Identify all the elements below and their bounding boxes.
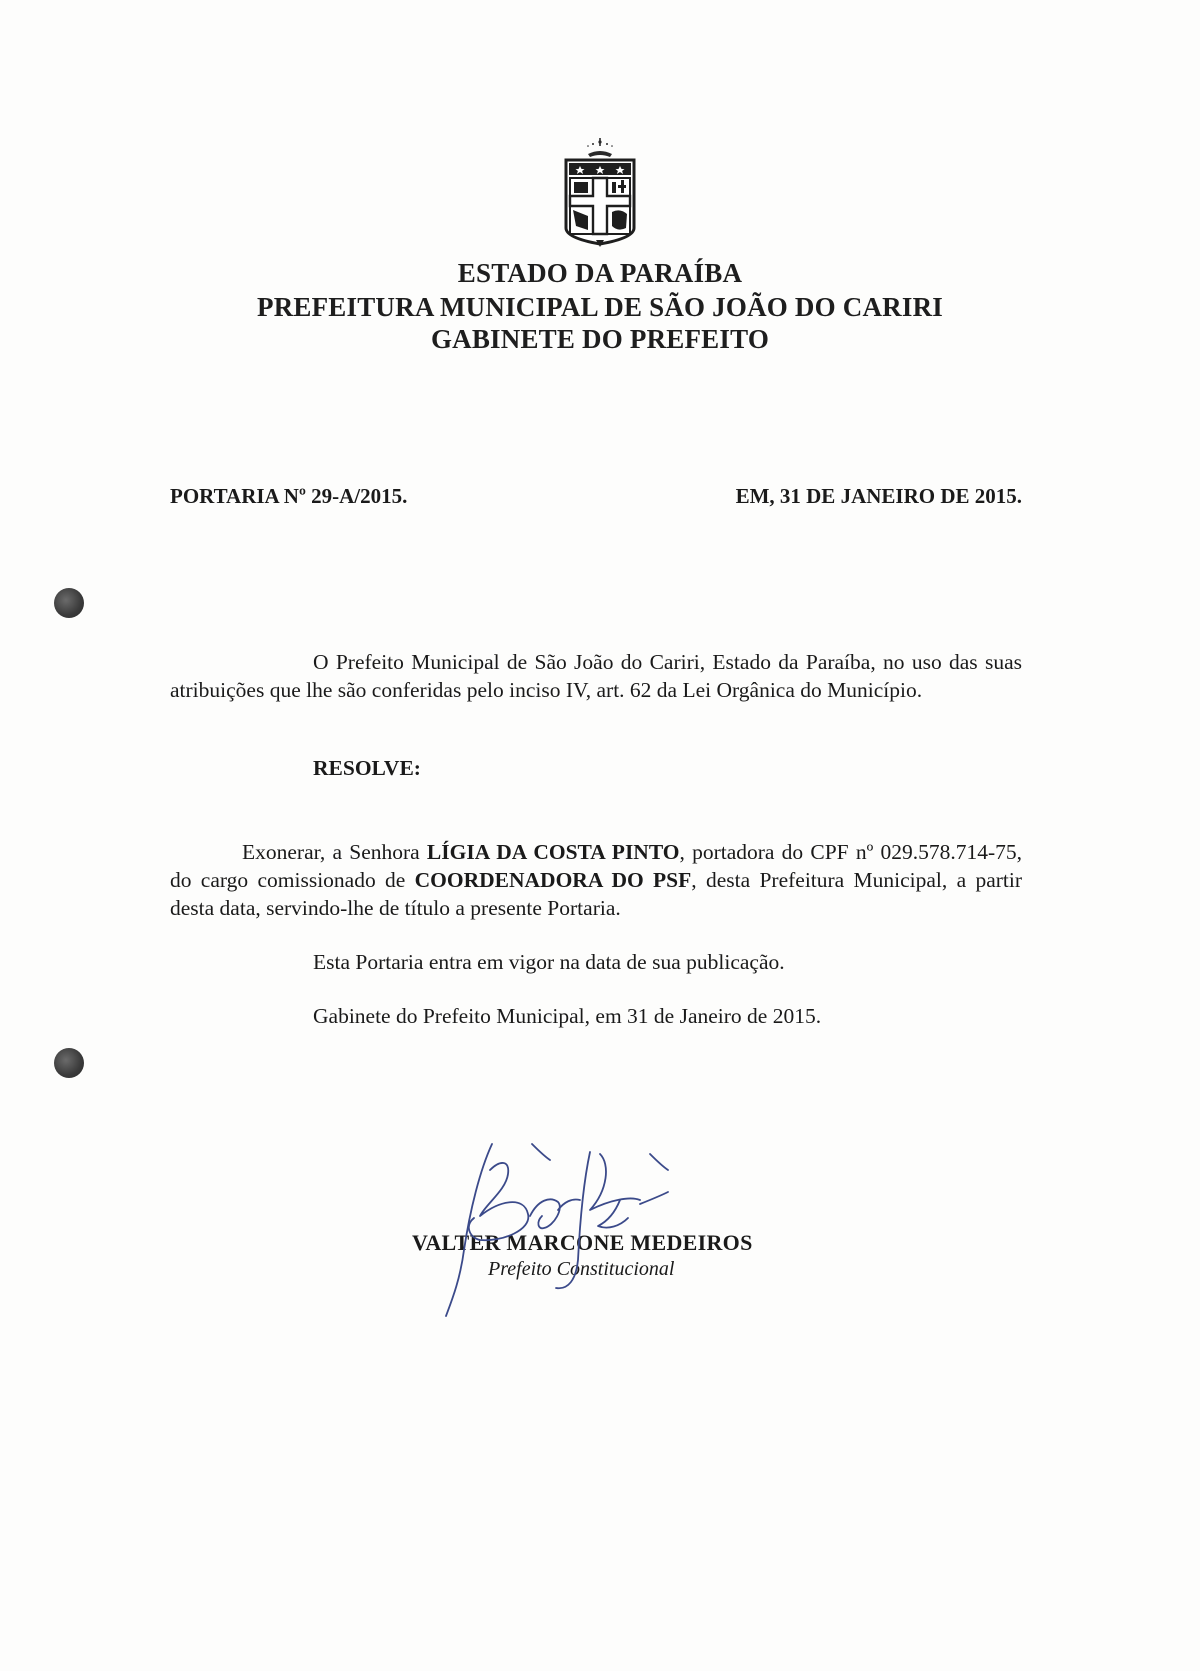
decision-paragraph <box>170 838 1022 922</box>
signer-title: Prefeito Constitucional <box>488 1258 675 1280</box>
handwritten-signature <box>440 1130 720 1320</box>
portaria-date: EM, 31 DE JANEIRO DE 2015. <box>735 484 1022 508</box>
header-state: ESTADO DA PARAÍBA <box>457 258 743 288</box>
preamble-paragraph <box>170 648 1022 704</box>
vigor-sentence: Esta Portaria entra em vigor na data de sua publicação. <box>313 950 785 974</box>
portaria-number: PORTARIA Nº 29-A/2015. <box>170 484 408 508</box>
decision-text-3: , desta Prefeitura Municipal, a partir desta data, servindo-lhe de título a presente Portaria. <box>170 868 1022 920</box>
decision-text-1: Exonerar, a Senhora <box>242 840 427 864</box>
preamble-text: O Prefeito Municipal de São João do Cariri, Estado da Paraíba, no uso das suas atribuições que lhe são conferidas pelo inciso IV, art. 62 da Lei Orgânica do Município. <box>170 650 1022 702</box>
signer-name: VALTER MARCONE MEDEIROS <box>412 1230 753 1255</box>
municipal-crest-icon <box>560 136 640 248</box>
header-cabinet: GABINETE DO PREFEITO <box>430 324 770 354</box>
resolve-heading: RESOLVE: <box>313 756 421 780</box>
person-name: LÍGIA DA COSTA PINTO <box>426 840 680 864</box>
closing-sentence: Gabinete do Prefeito Municipal, em 31 de Janeiro de 2015. <box>313 1004 822 1028</box>
decision-text-2: , portadora do CPF nº 029.578.714-75, do cargo comissionado de <box>170 840 1022 892</box>
punch-hole-bottom <box>54 1048 84 1078</box>
position-name: COORDENADORA DO PSF <box>414 868 692 892</box>
header-prefecture: PREFEITURA MUNICIPAL DE SÃO JOÃO DO CARIRI <box>257 292 943 322</box>
punch-hole-top <box>54 588 84 618</box>
